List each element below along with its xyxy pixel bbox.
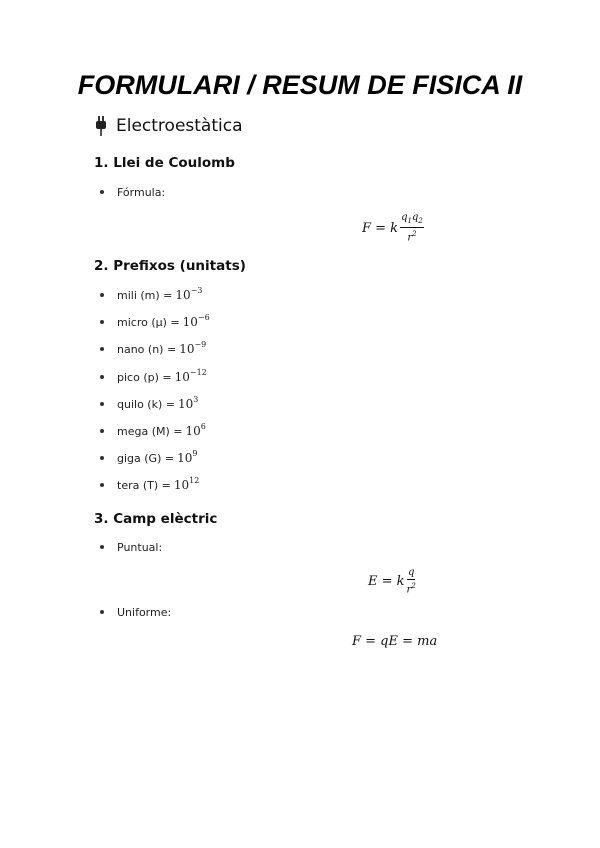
prefix-value	[175, 369, 207, 384]
prefix-item	[100, 314, 210, 329]
num-q1: q	[401, 212, 408, 223]
prefix-value	[183, 314, 210, 329]
coulomb-bullet	[100, 186, 165, 199]
uniforme-bullet	[100, 606, 171, 619]
prefix-exponent: −12	[189, 367, 207, 377]
prefix-exponent: −3	[190, 286, 203, 295]
prefix-label: quilo (k) =	[117, 397, 175, 411]
coulomb-heading: 1. Llei de Coulomb	[94, 155, 235, 171]
bullet-dot	[100, 456, 104, 460]
bullet-dot	[100, 293, 104, 297]
prefix-label: mega (M) =	[117, 425, 183, 438]
coulomb-numerator	[400, 212, 424, 228]
prefix-base: 10	[173, 478, 190, 493]
num-sub1: 1	[407, 217, 412, 225]
coulomb-bullet-label: Fórmula:	[117, 186, 166, 199]
prefix-value	[175, 287, 202, 302]
prefix-label: mili (m) =	[117, 289, 173, 302]
section-title	[96, 116, 243, 136]
prefix-base: 10	[175, 288, 191, 302]
prefix-base: 10	[182, 315, 198, 330]
coulomb-formula	[362, 212, 424, 244]
prefix-base: 10	[177, 396, 194, 411]
den-exp: 2	[411, 582, 416, 590]
num-q2: q	[411, 212, 419, 223]
bullet-dot	[100, 190, 104, 194]
prefixes-heading: 2. Prefixos (unitats)	[94, 258, 246, 274]
prefix-item	[100, 396, 198, 411]
prefix-label: tera (T) =	[117, 479, 171, 493]
prefix-value	[178, 396, 198, 411]
uniforme-label: Uniforme:	[117, 606, 172, 619]
section-title-text: Electroestàtica	[116, 116, 243, 136]
prefix-item	[100, 341, 206, 356]
puntual-formula-lhs: E = k	[368, 574, 405, 590]
prefix-exponent: 9	[192, 449, 198, 459]
prefix-exponent: −9	[194, 340, 207, 350]
uniforme-formula: F = qE = ma	[352, 634, 438, 649]
den-r: r	[407, 232, 413, 244]
prefix-item	[100, 477, 199, 492]
coulomb-formula-lhs: F = k	[362, 220, 399, 236]
coulomb-denominator	[407, 228, 416, 244]
prefix-base: 10	[179, 342, 195, 357]
bullet-dot	[100, 402, 104, 406]
prefix-label: nano (n) =	[117, 343, 177, 357]
field-heading: 3. Camp elèctric	[94, 511, 218, 527]
puntual-fraction	[407, 567, 416, 596]
page-title: FORMULARI / RESUM DE FISICA II	[77, 70, 523, 100]
prefix-exponent: 6	[200, 422, 206, 431]
prefix-item	[100, 450, 197, 465]
den-r: r	[406, 584, 412, 596]
den-exp: 2	[412, 230, 417, 238]
prefix-label: giga (G) =	[117, 452, 175, 466]
num-sub2: 2	[418, 217, 423, 225]
prefix-exponent: 12	[189, 476, 200, 486]
prefix-exponent: −6	[197, 313, 210, 323]
prefix-base: 10	[174, 369, 190, 384]
puntual-formula	[368, 567, 416, 596]
puntual-bullet	[100, 541, 162, 554]
prefix-value	[186, 423, 206, 438]
bullet-dot	[100, 545, 104, 549]
prefix-label: pico (p) =	[117, 370, 172, 384]
prefix-item	[100, 423, 206, 438]
puntual-denominator	[407, 580, 416, 596]
prefix-base: 10	[177, 451, 193, 466]
bullet-dot	[100, 610, 104, 614]
bullet-dot	[100, 320, 104, 324]
bullet-dot	[100, 375, 104, 379]
prefix-value	[177, 450, 197, 465]
prefix-base: 10	[185, 424, 201, 438]
puntual-numerator: q	[407, 567, 415, 578]
plug-icon	[96, 116, 106, 136]
bullet-dot	[100, 429, 104, 433]
prefix-item	[100, 287, 202, 302]
puntual-label: Puntual:	[117, 541, 163, 554]
prefix-label: micro (μ) =	[117, 316, 180, 330]
coulomb-fraction	[400, 212, 424, 244]
prefix-value	[179, 341, 206, 356]
bullet-dot	[100, 483, 104, 487]
prefix-exponent: 3	[193, 394, 199, 404]
prefix-item	[100, 369, 207, 384]
bullet-dot	[100, 347, 104, 351]
prefix-value	[174, 477, 199, 492]
